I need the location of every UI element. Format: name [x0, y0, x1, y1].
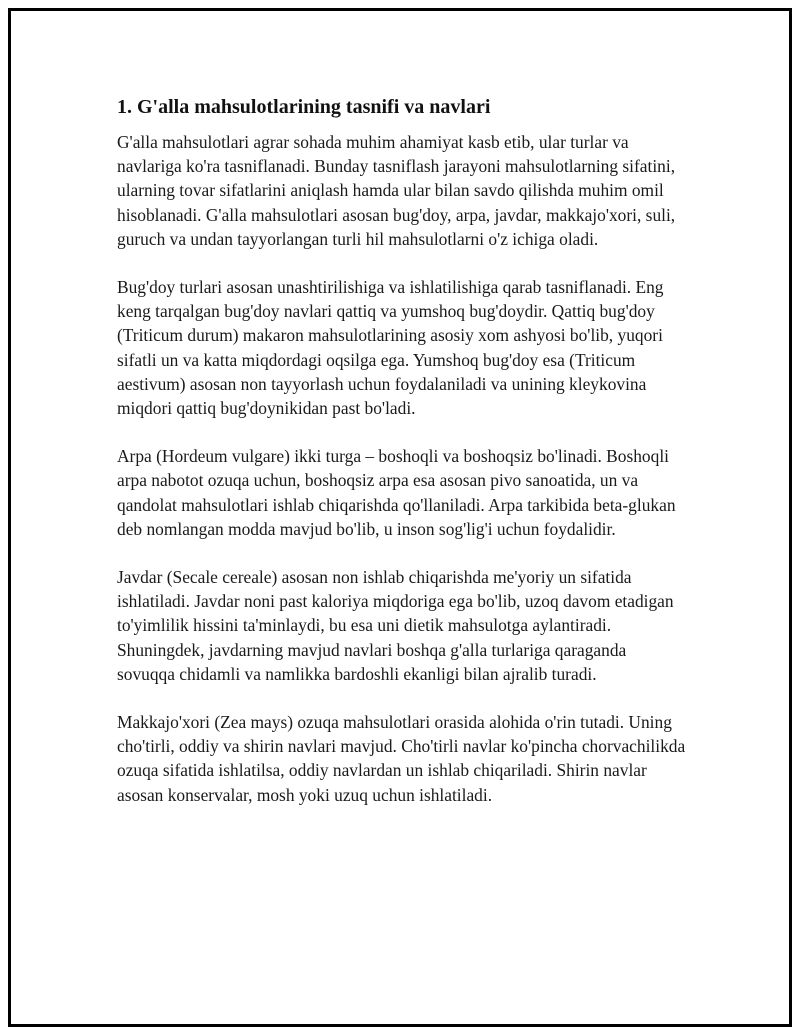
paragraph-rye: Javdar (Secale cereale) asosan non ishlab chiqarishda me'yoriy un sifatida ishlatiladi. Javdar noni past kaloriya miqdoriga ega bo'lib, uzoq davom etadigan to'yimlilik hissini ta'minlaydi, bu esa uni dietik mahsulotga aylantiradi. Shuningdek, javdarning mavjud navlari boshqa g'alla turlariga qaraganda sovuqqa chidamli va namlikka bardoshli ekanligi bilan ajralib turadi.: [117, 567, 674, 684]
paragraph-wheat: Bug'doy turlari asosan unashtirilishiga va ishlatilishiga qarab tasniflanadi. Eng keng tarqalgan bug'doy navlari qattiq va yumshoq bug'doydir. Qattiq bug'doy (Triticum durum) makaron mahsulotlarining asosiy xom ashyosi bo'lib, yuqori sifatli un va katta miqdordagi oqsilga ega. Yumshoq bug'doy esa (Triticum aestivum) asosan non tayyorlash uchun foydalaniladi va unining kleykovina miqdori qattiq bug'doynikidan past bo'ladi.: [117, 277, 664, 419]
section-heading: 1. G'alla mahsulotlarining tasnifi va navlari: [117, 96, 491, 118]
paragraph-barley: Arpa (Hordeum vulgare) ikki turga – boshoqli va boshoqsiz bo'linadi. Boshoqli arpa nabotot ozuqa uchun, boshoqsiz arpa esa asosan pivo sanoatida, un va qandolat mahsulotlari ishlab chiqarishda qo'llaniladi. Arpa tarkibida beta-glukan deb nomlangan modda mavjud bo'lib, u inson sog'lig'i uchun foydalidir.: [117, 446, 676, 539]
paragraph-grain-overview: G'alla mahsulotlari agrar sohada muhim ahamiyat kasb etib, ular turlar va navlariga ko'ra tasniflanadi. Bunday tasniflash jarayoni mahsulotlarning sifatini, ularning tovar sifatlarini aniqlash hamda ular bilan savdo qilishda muhim omil hisoblanadi. G'alla mahsulotlari asosan bug'doy, arpa, javdar, makkajo'xori, suli, guruch va undan tayyorlangan turli hil mahsulotlarni o'z ichiga oladi.: [117, 132, 676, 249]
paragraph-corn: Makkajo'xori (Zea mays) ozuqa mahsulotlari orasida alohida o'rin tutadi. Uning cho'tirli, oddiy va shirin navlari mavjud. Cho'tirli navlar ko'pincha chorvachilikda ozuqa sifatida ishlatilsa, oddiy navlardan un ishlab chiqariladi. Shirin navlar asosan konservalar, mosh yoki uzuq uchun ishlatiladi.: [117, 712, 686, 805]
document-body: [117, 94, 687, 831]
